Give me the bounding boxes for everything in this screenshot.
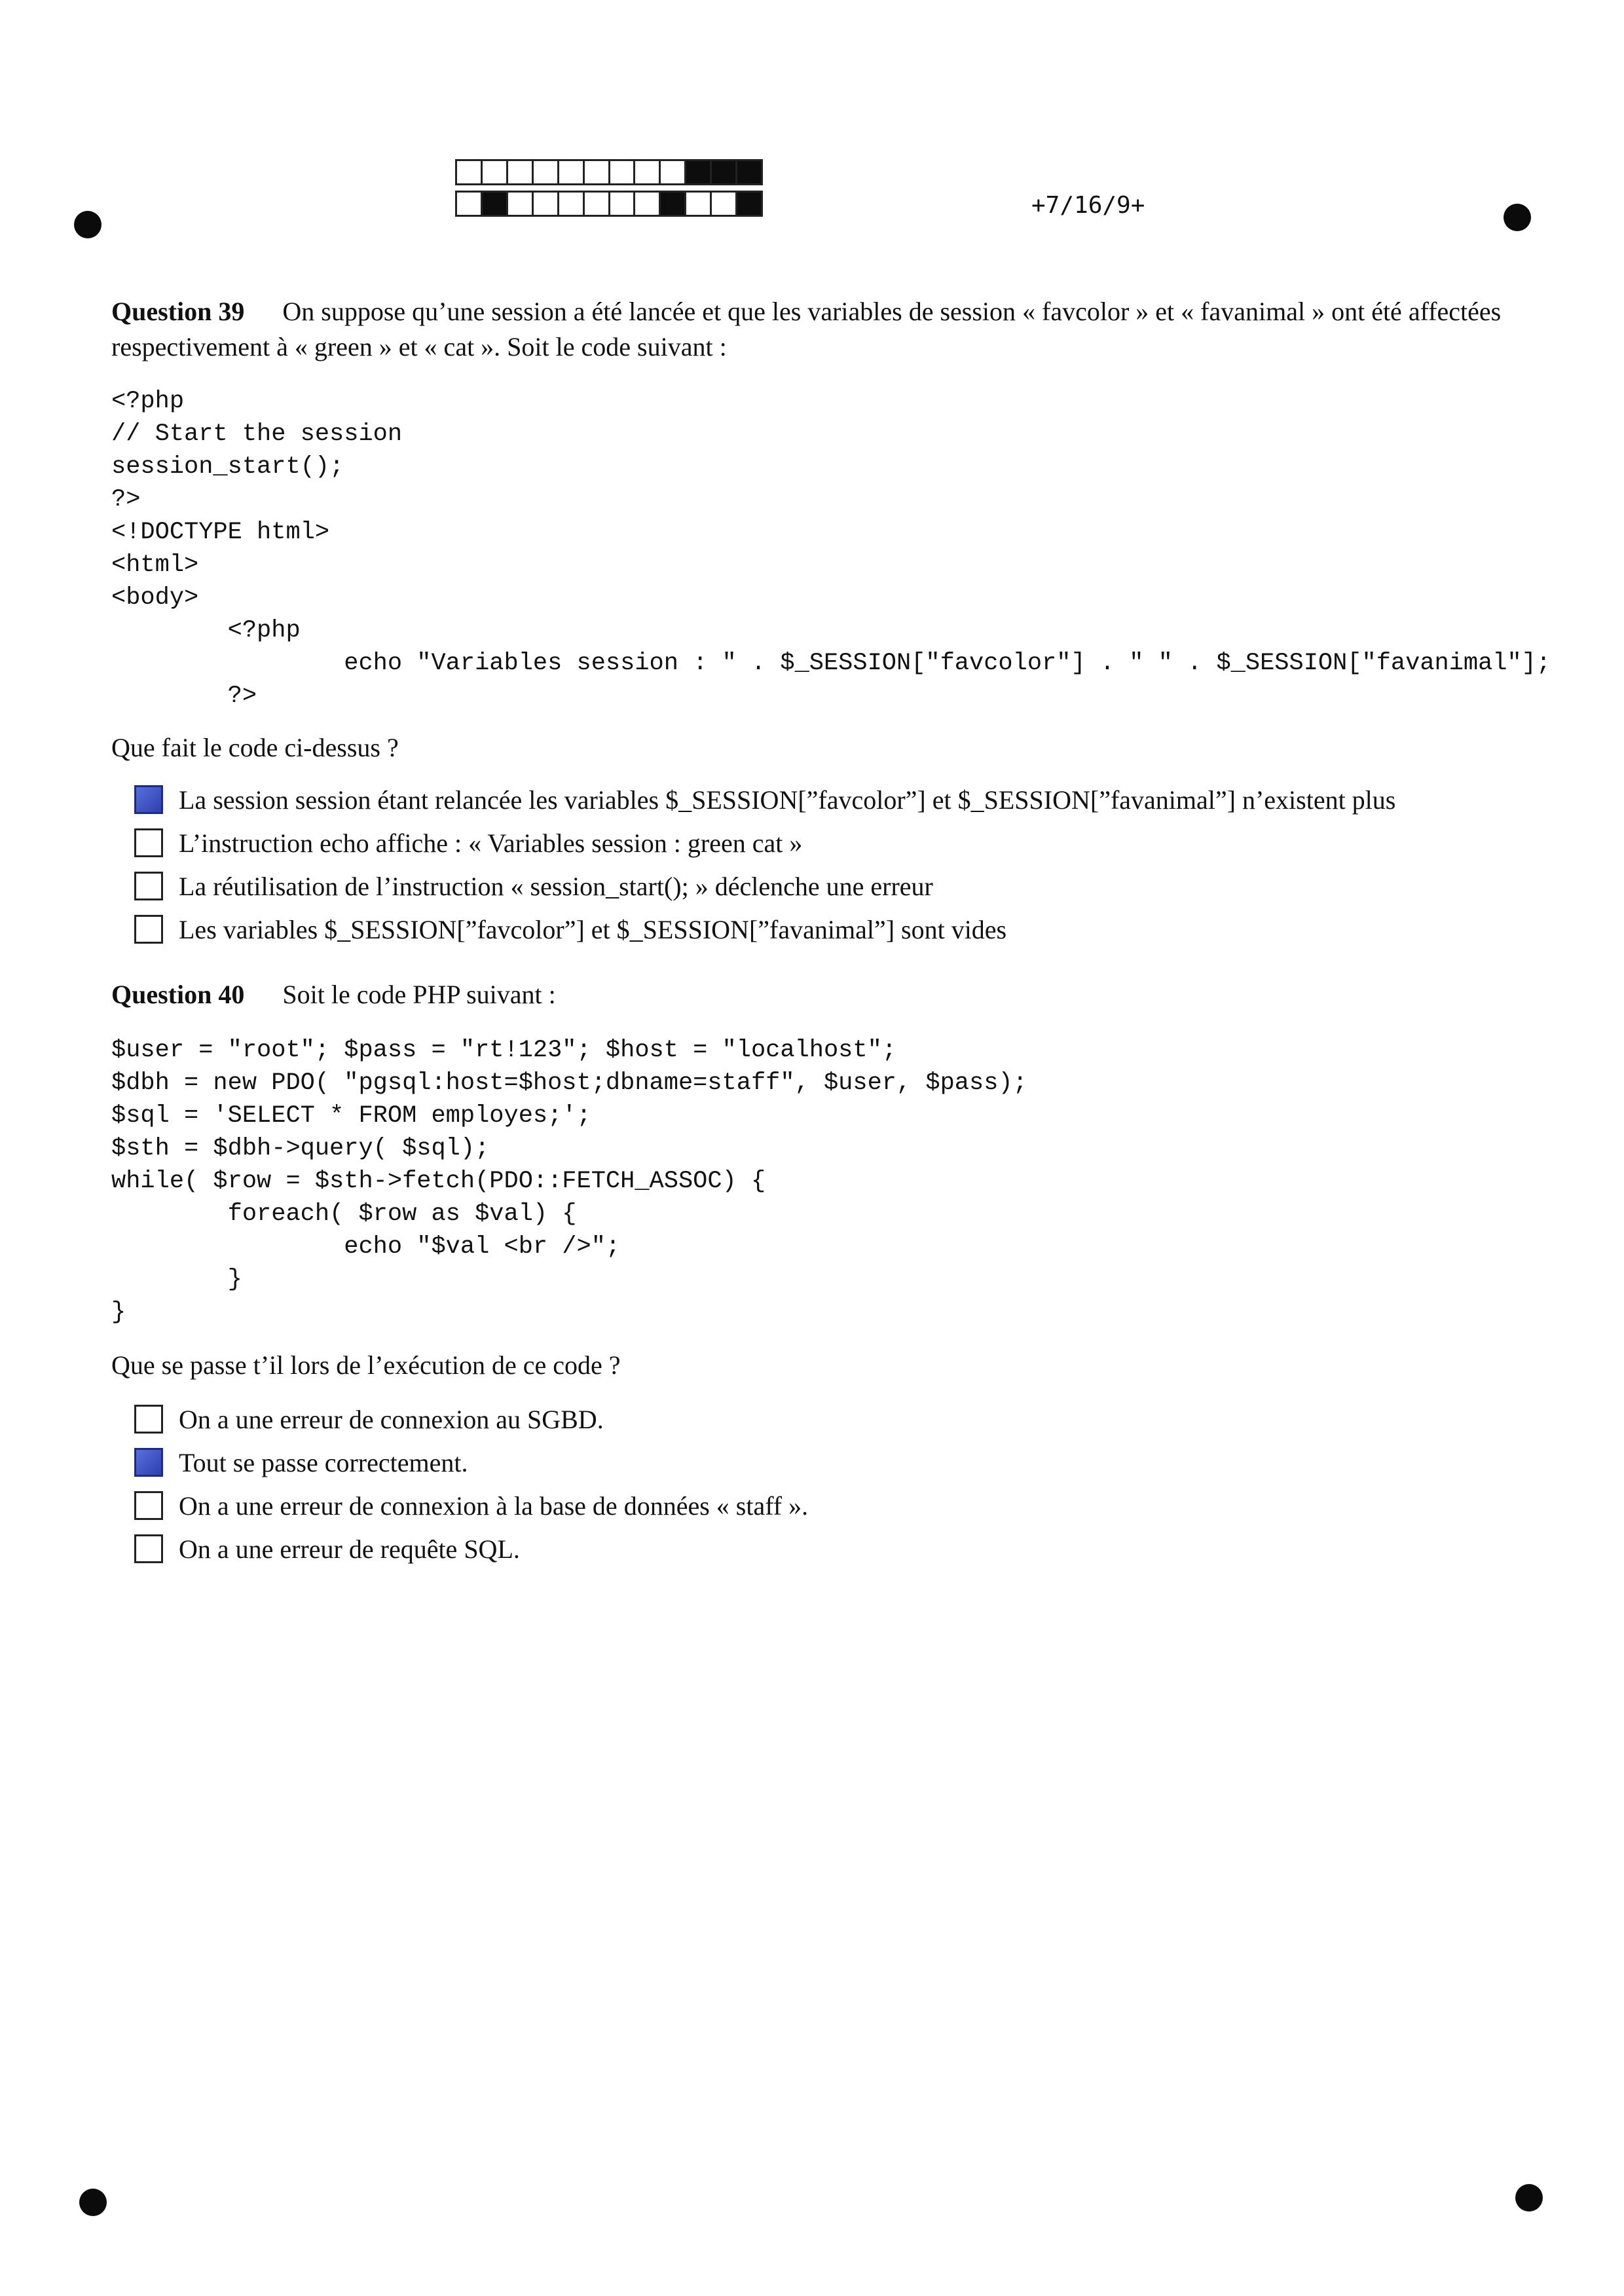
barcode-cell xyxy=(506,159,532,185)
question-39-statement xyxy=(111,294,1519,365)
barcode-cell xyxy=(659,159,684,185)
answer-label: Tout se passe correctement. xyxy=(179,1447,468,1477)
answer-label: On a une erreur de requête SQL. xyxy=(179,1534,520,1564)
barcode-cell xyxy=(608,191,634,217)
answer-label: L’instruction echo affiche : « Variables session : green cat » xyxy=(179,828,803,858)
barcode-cell xyxy=(659,191,684,217)
barcode-row-1 xyxy=(455,159,763,185)
barcode-row-2 xyxy=(455,191,763,217)
answer-label: Les variables $_SESSION[”favcolor”] et $_SESSION[”favanimal”] sont vides xyxy=(179,914,1007,944)
answer-checkbox[interactable] xyxy=(134,1405,163,1434)
question-39-code: <?php // Start the session session_start(); ?> <!DOCTYPE html> <html> <body> <?php echo "Variables session : " . $_SESSION["favcolor"] . " " . $_SESSION["favanimal"]; ?> xyxy=(111,388,1551,710)
answer-checkbox[interactable] xyxy=(134,828,163,857)
corner-mark-bottom-left xyxy=(79,2189,107,2216)
barcode-cell xyxy=(684,191,710,217)
answer-option[interactable] xyxy=(134,1398,808,1441)
barcode-cell xyxy=(557,191,583,217)
barcode-cell xyxy=(532,159,557,185)
barcode-cell xyxy=(481,159,506,185)
question-39-text: On suppose qu’une session a été lancée et que les variables de session « favcolor » et « favanimal » ont été affectées respectivement à « green » et « cat ». Soit le code suivant : xyxy=(111,297,1502,361)
corner-mark-bottom-right xyxy=(1515,2184,1543,2212)
page-id: +7/16/9+ xyxy=(1031,192,1145,219)
answer-checkbox[interactable] xyxy=(134,1534,163,1563)
answer-label: La session session étant relancée les variables $_SESSION[”favcolor”] et $_SESSION[”favanimal”] n’existent plus xyxy=(179,785,1396,815)
answer-checkbox[interactable] xyxy=(134,872,163,900)
barcode-cell xyxy=(735,191,763,217)
barcode-cell xyxy=(506,191,532,217)
barcode-cell xyxy=(633,191,659,217)
answer-option[interactable] xyxy=(134,1527,808,1570)
answer-option[interactable] xyxy=(134,821,1395,864)
question-40-prompt: Que se passe t’il lors de l’exécution de ce code ? xyxy=(111,1350,621,1380)
question-40-title: Question 40 xyxy=(111,980,245,1009)
barcode-cell xyxy=(735,159,763,185)
answer-option[interactable] xyxy=(134,864,1395,908)
barcode-cell xyxy=(455,191,481,217)
question-40-statement xyxy=(111,977,1519,1012)
answer-checkbox[interactable] xyxy=(134,1491,163,1520)
barcode-cell xyxy=(481,191,506,217)
page-barcode xyxy=(455,159,763,222)
barcode-cell xyxy=(633,159,659,185)
answer-option[interactable] xyxy=(134,1441,808,1484)
question-39-answers xyxy=(134,778,1395,951)
answer-option[interactable] xyxy=(134,908,1395,951)
answer-checkbox[interactable] xyxy=(134,915,163,944)
answer-label: On a une erreur de connexion au SGBD. xyxy=(179,1404,604,1434)
barcode-cell xyxy=(608,159,634,185)
barcode-cell xyxy=(455,159,481,185)
answer-option[interactable] xyxy=(134,1484,808,1527)
question-40-code: $user = "root"; $pass = "rt!123"; $host = "localhost"; $dbh = new PDO( "pgsql:host=$host;dbname=staff", $user, $pass); $sql = 'SELECT * FROM employes;'; $sth = $dbh->query( $sql); while( $row = $sth->fetch(PDO::FETCH_ASSOC) { foreach( $row as $val) { echo "$val <br />"; } } xyxy=(111,1037,1027,1326)
question-40-text: Soit le code PHP suivant : xyxy=(282,980,556,1009)
corner-mark-top-right xyxy=(1504,204,1531,231)
barcode-cell xyxy=(710,191,735,217)
answer-label: La réutilisation de l’instruction « session_start(); » déclenche une erreur xyxy=(179,871,933,901)
barcode-cell xyxy=(684,159,710,185)
barcode-cell xyxy=(710,159,735,185)
answer-checkbox[interactable] xyxy=(134,1448,163,1477)
barcode-cell xyxy=(583,191,608,217)
barcode-cell xyxy=(532,191,557,217)
barcode-cell xyxy=(583,159,608,185)
answer-checkbox[interactable] xyxy=(134,785,163,814)
answer-option[interactable] xyxy=(134,778,1395,821)
barcode-cell xyxy=(557,159,583,185)
question-40-answers xyxy=(134,1398,808,1570)
answer-label: On a une erreur de connexion à la base de données « staff ». xyxy=(179,1491,809,1521)
question-39-title: Question 39 xyxy=(111,297,245,326)
corner-mark-top-left xyxy=(74,211,101,238)
question-39-prompt: Que fait le code ci-dessus ? xyxy=(111,733,399,762)
